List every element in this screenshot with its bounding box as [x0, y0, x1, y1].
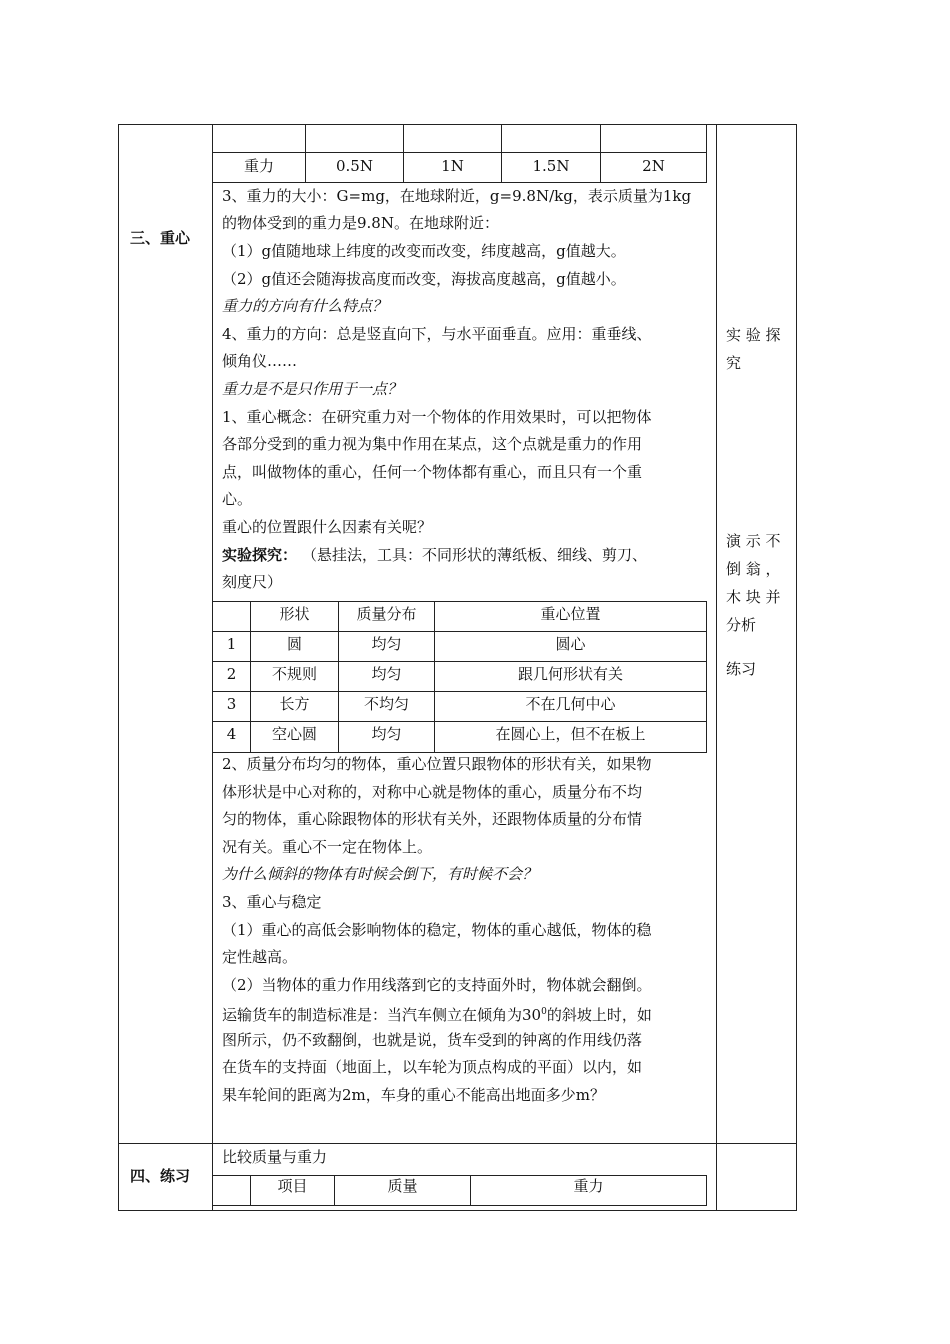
experiment-text-cont: 刻度尺） [222, 573, 283, 591]
outer-bottom-border [118, 1210, 797, 1211]
inner-table-cell: 均匀 [371, 635, 402, 653]
text-line: 图所示，仍不致翻倒，也就是说，货车受到的钟离的作用线仍落 [222, 1031, 643, 1049]
text-line: 在货车的支持面（地面上，以车轮为顶点构成的平面）以内，如 [222, 1058, 643, 1076]
inner-table-row-line [212, 661, 707, 662]
compare-table-header: 重力 [573, 1177, 604, 1195]
question-line: 重力是不是只作用于一点？ [222, 380, 403, 398]
inner-table-row-line [212, 631, 707, 632]
inner-table-cell: 不均匀 [363, 695, 409, 713]
note-experiment-cont: 究 [726, 354, 742, 372]
inner-table-cell: 不规则 [271, 665, 317, 683]
inner-table-cell: 跟几何形状有关 [517, 665, 623, 683]
inner-table-top [212, 601, 707, 602]
text-line: 果车轮间的距离为2m，车身的重心不能高出地面多少m？ [222, 1086, 605, 1104]
top-table-value-2: 1N [441, 157, 464, 175]
content-column-border [716, 124, 717, 1211]
question-line: 为什么倾斜的物体有时候会倒下，有时候不会？ [222, 865, 538, 883]
inner-table-bottom [212, 752, 707, 753]
top-table-line-2 [212, 182, 707, 183]
text-line: 况有关。重心不一定在物体上。 [222, 838, 433, 856]
inner-table-col [706, 601, 707, 753]
inner-table-cell: 长方 [279, 695, 310, 713]
text-line: 2、质量分布均匀的物体，重心位置只跟物体的形状有关，如果物 [222, 755, 652, 773]
text-line: 点，叫做物体的重心，任何一个物体都有重心，而且只有一个重 [222, 463, 643, 481]
top-table-line-1 [212, 152, 707, 153]
compare-table-header: 项目 [277, 1177, 308, 1195]
text-line: 心。 [222, 490, 253, 508]
inner-table-header: 质量分布 [356, 605, 417, 623]
note-demo-cont: 倒 翁 ， [726, 560, 781, 578]
inner-table-cell: 均匀 [371, 725, 402, 743]
outer-top-border [118, 124, 797, 125]
section4-label: 四、练习 [130, 1167, 191, 1185]
inner-table-cell: 2 [226, 665, 237, 683]
note-demo-cont: 木 块 并 [726, 588, 781, 606]
text-line: 的物体受到的重力是9.8N。在地球附近： [222, 214, 499, 232]
section3-label: 三、重心 [130, 229, 191, 247]
experiment-label: 实验探究： [222, 546, 298, 564]
inner-table-header: 重心位置 [540, 605, 601, 623]
section-divider [118, 1143, 797, 1144]
inner-table-row-line [212, 721, 707, 722]
inner-table-cell: 4 [226, 725, 237, 743]
text-line: 重心的位置跟什么因素有关呢？ [222, 518, 433, 536]
compare-table-bottom [212, 1205, 707, 1206]
compare-table-top [212, 1175, 707, 1176]
note-demo-cont: 分析 [726, 616, 757, 634]
degree-superscript: 0 [541, 1007, 547, 1017]
text-line-with-degree [222, 1003, 652, 1024]
inner-table-cell: 3 [226, 695, 237, 713]
inner-table-row-line [212, 691, 707, 692]
text-line: 倾角仪…… [222, 352, 298, 370]
inner-table-cell: 不在几何中心 [525, 695, 616, 713]
text-line: （2）当物体的重力作用线落到它的支持面外时，物体就会翻倒。 [222, 976, 652, 994]
text-line: 匀的物体，重心除跟物体的形状有关外，还跟物体质量的分布情 [222, 810, 643, 828]
top-table-value-3: 1.5N [532, 157, 570, 175]
experiment-text: （悬挂法，工具：不同形状的薄纸板、细线、剪刀、 [302, 546, 648, 564]
note-demo: 演 示 不 [726, 532, 781, 550]
text-line: （2）g值还会随海拔高度而改变，海拔高度越高，g值越小。 [222, 270, 626, 288]
inner-table-cell: 空心圆 [271, 725, 317, 743]
inner-table-cell: 圆心 [555, 635, 586, 653]
text-line: 体形状是中心对称的，对称中心就是物体的重心，质量分布不均 [222, 783, 643, 801]
note-experiment: 实 验 探 [726, 326, 781, 344]
compare-table-col [706, 1175, 707, 1206]
inner-table-header: 形状 [279, 605, 310, 623]
top-table-col-5 [706, 124, 707, 183]
inner-table-cell: 均匀 [371, 665, 402, 683]
question-line: 重力的方向有什么特点？ [222, 297, 388, 315]
outer-left-border [118, 124, 119, 1211]
text-line: （1）重心的高低会影响物体的稳定，物体的重心越低，物体的稳 [222, 921, 652, 939]
note-practice: 练习 [726, 660, 757, 678]
top-table-value-4: 2N [642, 157, 665, 175]
section4-intro: 比较质量与重力 [222, 1148, 328, 1166]
inner-table-cell: 圆 [286, 635, 302, 653]
text-line: 定性越高。 [222, 948, 298, 966]
outer-right-border [796, 124, 797, 1211]
text-line: 3、重心与稳定 [222, 893, 322, 911]
text-line: 4、重力的方向：总是竖直向下，与水平面垂直。应用：重垂线、 [222, 325, 652, 343]
inner-table-cell: 在圆心上，但不在板上 [495, 725, 646, 743]
top-table-row-label: 重力 [243, 157, 274, 175]
compare-table-header: 质量 [387, 1177, 418, 1195]
text-line: 各部分受到的重力视为集中作用在某点，这个点就是重力的作用 [222, 435, 643, 453]
top-table-value-1: 0.5N [336, 157, 373, 175]
inner-table-cell: 1 [226, 635, 237, 653]
text-line: （1）g值随地球上纬度的改变而改变，纬度越高，g值越大。 [222, 242, 626, 260]
text-line: 1、重心概念：在研究重力对一个物体的作用效果时，可以把物体 [222, 408, 652, 426]
text-line-end: 的斜坡上时，如 [546, 1006, 652, 1024]
text-line: 3、重力的大小：G=mg，在地球附近，g=9.8N/kg，表示质量为1kg [222, 187, 692, 205]
text-line-start: 运输货车的制造标准是：当汽车侧立在倾角为30 [222, 1006, 542, 1024]
